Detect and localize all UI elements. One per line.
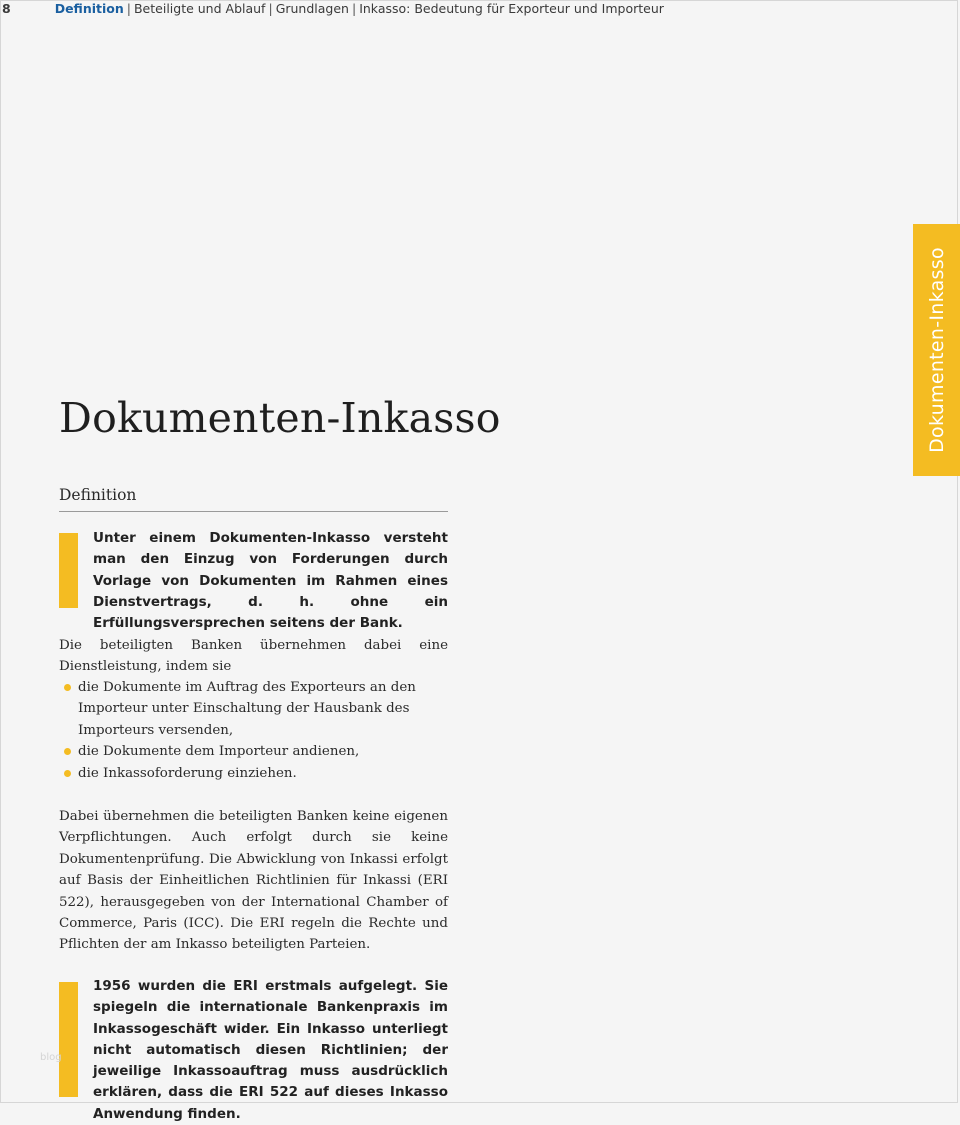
list-item-text: die Inkassoforderung einziehen.	[78, 765, 297, 781]
list-item-text: die Dokumente im Auftrag des Exporteurs an den Importeur unter Einschaltung der Hausbank des Importeurs versenden,	[78, 680, 416, 738]
list-item	[59, 741, 448, 762]
bullet-dot-icon	[64, 748, 71, 755]
list-item	[59, 677, 448, 741]
breadcrumb-bedeutung[interactable]: Inkasso: Bedeutung für Exporteur und Importeur	[359, 1, 664, 16]
bullet-dot-icon	[64, 684, 71, 691]
body-paragraph-1: Die beteiligten Banken übernehmen dabei eine Dienstleistung, indem sie	[59, 638, 448, 675]
list-item	[59, 763, 448, 784]
page-number: 8	[2, 1, 11, 16]
history-callout: 1956 wurden die ERI erstmals aufgelegt. Sie spiegeln die internationale Bankenpraxis im Inkassogeschäft wider. Ein Inkasso unterliegt nicht automatisch diesen Richtlinien; der jeweilige Inkassoauftrag muss ausdrücklich erklären, dass die ERI 522 auf dieses Inkasso Anwendung finden.	[93, 978, 448, 1122]
breadcrumb-separator: |	[126, 1, 131, 16]
bullet-dot-icon	[64, 770, 71, 777]
running-header	[2, 1, 664, 17]
body-paragraph-2: Dabei übernehmen die beteiligten Banken keine eigenen Verpflichtungen. Auch erfolgt durch sie keine Dokumentenprüfung. Die Abwicklung von Inkassi erfolgt auf Basis der Einheitlichen Richtlinien für Inkassi (ERI 522), herausgegeben von der International Chamber of Commerce, Paris (ICC). Die ERI regeln die Rechte und Pflichten der am Inkasso beteiligten Parteien.	[59, 809, 448, 953]
callout-bar-1	[59, 533, 78, 608]
breadcrumb-grundlagen[interactable]: Grundlagen	[275, 1, 349, 16]
list-item-text: die Dokumente dem Importeur andienen,	[78, 744, 360, 760]
breadcrumb-beteiligte[interactable]: Beteiligte und Ablauf	[133, 1, 266, 16]
definition-callout: Unter einem Dokumenten-Inkasso versteht man den Einzug von Forderungen durch Vorlage von Dokumenten im Rahmen eines Dienstvertrags, d. h. ohne ein Erfüllungsversprechen seitens der Bank.	[93, 530, 448, 632]
section-heading: Definition	[59, 486, 448, 512]
chapter-side-tab[interactable]	[913, 224, 960, 476]
side-tab-label: Dokumenten-Inkasso	[925, 247, 948, 453]
breadcrumb-separator: |	[268, 1, 273, 16]
breadcrumb-separator: |	[351, 1, 357, 16]
page-title: Dokumenten-Inkasso	[59, 394, 501, 442]
watermark: blog	[40, 1052, 62, 1063]
bullet-list	[59, 677, 448, 784]
callout-bar-2	[59, 982, 78, 1097]
breadcrumb-definition[interactable]: Definition	[54, 1, 124, 16]
